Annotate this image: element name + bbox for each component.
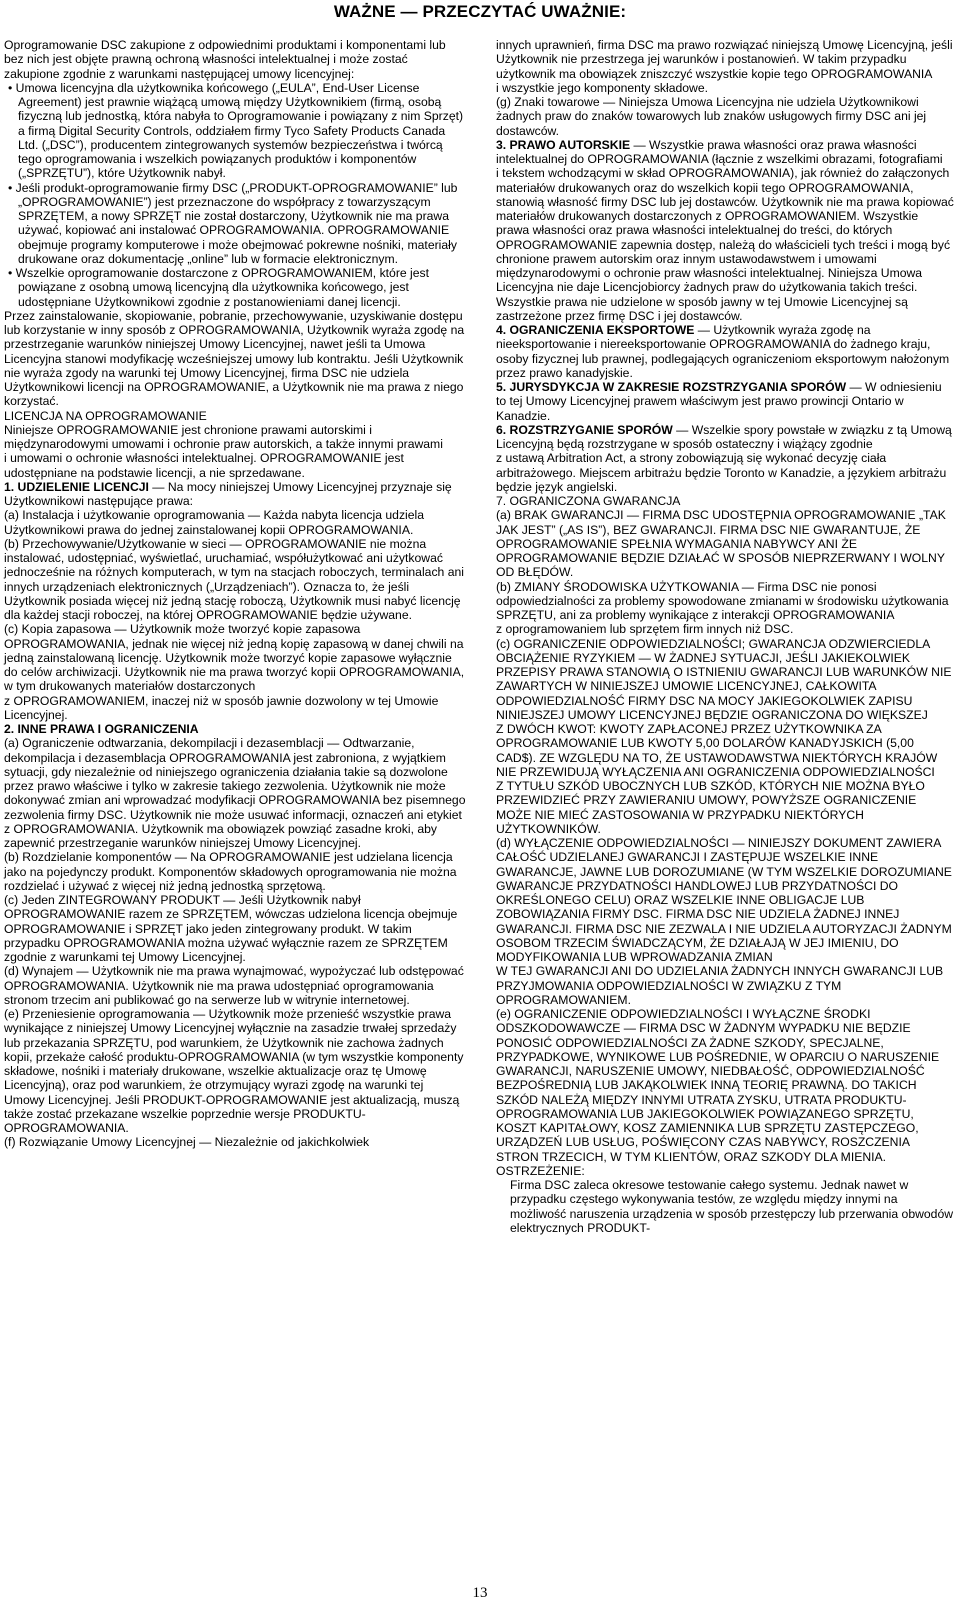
paragraph-text: (a) Instalacja i użytkowanie oprogramowania — Każda nabyta licencja udziela Użytkownikowi prawa do jednej zainstalowanej kopii OPROGRAMOWANIA. — [4, 508, 425, 537]
right-column — [496, 38, 954, 1235]
left-paragraph — [4, 893, 466, 964]
paragraph-text: Niniejsze OPROGRAMOWANIE jest chronione prawami autorskimi i międzynarodowymi umowami i ochronie praw autorskich, a także innymi prawami — [4, 422, 443, 451]
section-heading: 3. PRAWO AUTORSKIE — [496, 137, 631, 152]
paragraph-text: (c) Jeden ZINTEGROWANY PRODUKT — Jeśli Użytkownik nabył OPROGRAMOWANIE razem ze SPRZĘTEM, wówczas udzielona licencja obejmuje OPROGRAMOWANIE i SPRZĘT jako jeden zintegrowany produkt. W takim przypadku OPROGRAMOWANIA można używać wyłącznie razem ze SPRZĘTEM zgodnie z warunkami tej Umowy Licencyjnej. — [4, 893, 458, 964]
paragraph-text: (c) OGRANICZENIE ODPOWIEDZIALNOŚCI; GWARANCJA ODZWIERCIEDLA OBCIĄŻENIE RYZYKIEM — W ŻADNEJ SYTUACJI, JEŚLI JAKIEKOLWIEK PRZEPISY PRAWA STANOWIĄ O ISTNIENIU GWARANCJI LUB WARUNKÓW NIE ZAWARTYCH W NINIEJSZEJ UMOWIE LICENCYJNEJ, CAŁKOWITA ODPOWIEDZIALNOŚĆ FIRMY DSC NA MOCY JAKIEGOKOLWIEK ZAPISU NINIEJSZEJ UMOWY LICENCYJNEJ BĘDZIE OGRANICZONA DO WIĘKSZEJ — [496, 636, 952, 722]
page-number: 13 — [472, 1585, 488, 1601]
right-paragraph — [496, 622, 954, 636]
paragraph-text: (e) OGRANICZENIE ODPOWIEDZIALNOŚCI I WYŁĄCZNE ŚRODKI ODSZKODOWAWCZE — FIRMA DSC W ŻADNYM WYPADKU NIE BĘDZIE PONOSIĆ ODPOWIEDZIALNOŚCI ZA ŻADNE SZKODY, SPECJALNE, PRZYPADKOWE, WYNIKOWE LUB POŚREDNIE, W OPARCIU O NARUSZENIE GWARANCJI, NARUSZENIE UMOWY, NIEDBAŁOŚĆ, ODPOWIEDZIALNOŚĆ BEZPOŚREDNIĄ LUB JAKĄKOLWIEK INNĄ TEORIĘ PRAWNĄ. DO TAKICH SZKÓD NALEŻĄ MIĘDZY INNYMI UTRATA ZYSKU, UTRATA PRODUKTU-OPROGRAMOWANIA LUB JAKIEGOKOLWIEK POWIĄZANEGO SPRZĘTU, KOSZT KAPITAŁOWY, KOSZ ZAMIENNIKA LUB SPRZĘTU ZASTĘPCZEGO, URZĄDZEŃ LUB USŁUG, POŚWIĘCONY CZAS NABYWCY, ROSZCZENIA STRON TRZECICH, W TYM KLIENTÓW, ORAZ SZKODY DLA MIENIA. OSTRZEŻENIE: — [496, 1007, 940, 1178]
right-paragraph — [496, 451, 954, 494]
left-paragraph — [4, 181, 466, 267]
left-paragraph — [4, 964, 466, 1007]
left-paragraph — [4, 722, 466, 736]
left-column — [4, 38, 466, 1150]
left-paragraph — [4, 537, 466, 623]
section-heading: 2. INNE PRAWA I OGRANICZENIA — [4, 722, 199, 736]
right-paragraph — [496, 964, 954, 1007]
left-paragraph — [4, 622, 466, 693]
right-paragraph — [496, 779, 954, 836]
paragraph-text: Oprogramowanie DSC zakupione z odpowiednimi produktami i komponentami lub bez nich jest objęte prawną ochroną własności intelektualnej i może zostać zakupione zgodnie z warunkami następującej umowy licencyjnej: — [4, 38, 446, 81]
paragraph-text: — Użytkownik wyraża zgodę na nieeksportowanie i niereeksportowanie OPROGRAMOWANIA do żadnego kraju, osoby fizycznej lub prawnej, podlegających ograniczeniom eksportowym nałożonym przez prawo kanadyjskie. — [496, 323, 950, 380]
paragraph-text: W TEJ GWARANCJI ANI DO UDZIELANIA ŻADNYCH INNYCH GWARANCJI LUB PRZYJMOWANIA ODPOWIEDZIALNOŚCI W ZWIĄZKU Z TYM OPROGRAMOWANIEM. — [496, 964, 944, 1007]
paragraph-text: LICENCJA NA OPROGRAMOWANIE — [4, 408, 207, 423]
right-paragraph — [496, 323, 954, 380]
right-paragraph — [496, 95, 954, 138]
left-paragraph — [4, 850, 466, 893]
paragraph-text: i wszystkie jego komponenty składowe. — [496, 80, 709, 95]
paragraph-text: (a) Ograniczenie odtwarzania, dekompilacji i dezasemblacji — Odtwarzanie, dekompilacja i dezasemblacja OPROGRAMOWANIA jest zabroniona, z wyjątkiem sytuacji, gdy niezależnie od niniejszego ograniczenia działania takie są dozwolone przez prawo właściwe i tylko w zakresie takiego zezwolenia. Użytkownik nie może dokonywać zmian ani wprowadzać modyfikacji OPROGRAMOWANIA bez pisemnego zezwolenia firmy DSC. Użytkownik nie może usuwać informacji, oznaczeń ani etykiet z OPROGRAMOWANIA. Użytkownik ma obowiązek powziąć zasadne kroki, aby zapewnić przestrzeganie warunków niniejszej Umowy Licencyjnej. — [4, 736, 466, 850]
paragraph-text: Z DWÓCH KWOT: KWOTY ZAPŁACONEJ PRZEZ UŻYTKOWNIKA ZA OPROGRAMOWANIE LUB KWOTY 5,00 DOLARÓW KANADYJSKICH (5,00 CAD$). ZE WZGLĘDU NA TO, ŻE USTAWODAWSTWA NIEKTÓRYCH KRAJÓW NIE PRZEWIDUJĄ WYŁĄCZENIA ANI OGRANICZENIA ODPOWIEDZIALNOŚCI — [496, 722, 938, 779]
left-paragraph — [4, 508, 466, 537]
left-paragraph — [4, 266, 466, 309]
right-paragraph — [496, 38, 954, 81]
paragraph-text: • Umowa licencyjna dla użytkownika końcowego („EULA”, End-User License Agreement) jest prawnie wiążącą umową między Użytkownikiem (firmą, osobą fizyczną lub jednostką, która nabyła to Oprogramowanie i powiązany z nim Sprzęt) a firmą Digital Security Controls, oddziałem firmy Tyco Safety Products Canada Ltd. („DSC”), producentem zintegrowanych systemów bezpieczeństwa i twórcą tego oprogramowania i wszelkich powiązanych produktów i komponentów („SPRZĘTU”), które Użytkownik nabył. — [8, 80, 464, 181]
right-paragraph — [496, 722, 954, 779]
right-paragraph — [496, 1007, 954, 1178]
paragraph-text: Firma DSC zaleca okresowe testowanie całego systemu. Jednak nawet w przypadku częstego wykonywania testów, ze względu między innymi na możliwość naruszenia urządzenia w sposób przestępczy lub przerwania obwodów elektrycznych PRODUKT- — [510, 1178, 954, 1235]
paragraph-text: z oprogramowaniem lub sprzętem firm innych niż DSC. — [496, 622, 794, 637]
section-heading: 6. ROZSTRZYGANIE SPORÓW — [496, 422, 673, 437]
paragraph-text: — Wszystkie prawa własności oraz prawa własności intelektualnej do OPROGRAMOWANIA (łącznie z wszelkimi obrazami, fotografiami — [496, 137, 943, 166]
section-heading: 4. OGRANICZENIA EKSPORTOWE — [496, 323, 695, 337]
left-paragraph — [4, 480, 466, 509]
paragraph-text: i tekstem wchodzącymi w skład OPROGRAMOWANIA), jak również do załączonych materiałów drukowanych oraz do wszelkich kopii tego OPROGRAMOWANIA, stanowią własność firmy DSC lub jej dostawców. Użytkownik nie ma prawa kopiować materiałów drukowanych dostarczonych z OPROGRAMOWANIEM. Wszystkie prawa własności oraz prawa własności intelektualnej do treści, do których OPROGRAMOWANIE zapewnia dostęp, należą do właścicieli tych treści i mogą być chronione prawem autorskim oraz innym ustawodawstwem i umowami międzynarodowymi o ochronie praw własności intelektualnej. Niniejsza Umowa Licencyjna nie daje Licencjobiorcy żadnych praw do użytkowania takich treści. Wszystkie prawa nie udzielone w sposób jawny w tej Umowie Licencyjnej są zastrzeżone przez firmę DSC i jej dostawców. — [496, 166, 954, 323]
paragraph-text: (c) Kopia zapasowa — Użytkownik może tworzyć kopie zapasowa OPROGRAMOWANIA, jednak nie więcej niż jedną kopię zapasową w danej chwili na jedną zainstalowaną licencję. Użytkownik może tworzyć kopie zapasowe wyłącznie do celów archiwizacji. Użytkownik nie ma prawa tworzyć kopii OPROGRAMOWANIA, w tym drukowanych materiałów dostarczonych — [4, 622, 465, 694]
paragraph-text: — Na mocy niniejszej Umowy Licencyjnej przyznaje się Użytkownikowi następujące prawa: — [4, 479, 452, 508]
right-paragraph — [496, 494, 954, 508]
left-paragraph — [4, 409, 466, 423]
left-paragraph — [4, 736, 466, 850]
section-heading: 1. UDZIELENIE LICENCJI — [4, 479, 149, 494]
right-paragraph — [496, 166, 954, 323]
right-paragraph — [496, 81, 954, 95]
paragraph-text: (a) BRAK GWARANCJI — FIRMA DSC UDOSTĘPNIA OPROGRAMOWANIE „TAK JAK JEST” („AS IS”), BEZ GWARANCJI. FIRMA DSC NIE GWARANTUJE, ŻE OPROGRAMOWANIE SPEŁNIA WYMAGANIA NABYWCY ANI ŻE OPROGRAMOWANIE BĘDZIE DZIAŁAĆ W SPOSÓB NIEPRZERWANY I WOLNY OD BŁĘDÓW. — [496, 508, 946, 580]
paragraph-text: i umowami o ochronie własności intelektualnej. OPROGRAMOWANIE jest udostępniane na podstawie licencji, a nie sprzedawane. — [4, 451, 404, 480]
paragraph-text: — W odniesieniu to tej Umowy Licencyjnej prawem właściwym jest prawo prowincji Ontario w Kanadzie. — [496, 380, 942, 423]
paragraph-text: (b) Przechowywanie/Użytkowanie w sieci — OPROGRAMOWANIE nie można instalować, udostępniać, wyświetlać, uruchamiać, współużytkować ani użytkować jednocześnie na różnych komputerach, w tym na stacjach roboczych, terminalach ani innych urządzeniach elektronicznych („Urządzeniach”). Oznacza to, że jeśli Użytkownik posiada więcej niż jedną stację roboczą, Użytkownik musi nabyć licencję dla każdej stacji roboczej, na której OPROGRAMOWANIE będzie używane. — [4, 536, 464, 622]
paragraph-text: Z TYTUŁU SZKÓD UBOCZNYCH LUB SZKÓD, KTÓRYCH NIE MOŻNA BYŁO PRZEWIDZIEĆ PRZY ZAWIERANIU UMOWY, POWYŻSZE OGRANICZENIE MOŻE NIE MIEĆ ZASTOSOWANIA W PRZYPADKU NIEKTÓRYCH UŻYTKOWNIKÓW. — [496, 779, 925, 836]
paragraph-text: (e) Przeniesienie oprogramowania — Użytkownik może przenieść wszystkie prawa wynikające z niniejszej Umowy Licencyjnej wyłącznie na zasadzie trwałej sprzedaży lub przekazania SPRZĘTU, pod warunkiem, że Użytkownik nie zachowa żadnych kopii, przekaże całość produktu-OPROGRAMOWANIA (w tym wszystkie komponenty składowe, nośniki i materiały drukowane, wszelkie aktualizacje oraz tę Umowę Licencyjną), oraz pod warunkiem, że otrzymujący wyrazi zgodę na warunki tej Umowy Licencyjnej. Jeśli PRODUKT-OPROGRAMOWANIE jest aktualizacją, muszą także zostać przekazane wszelkie poprzednie wersje PRODUKTU-OPROGRAMOWANIA. — [4, 1007, 464, 1135]
page-title: WAŻNE — PRZECZYTAĆ UWAŻNIE: — [333, 2, 627, 21]
right-paragraph — [496, 1178, 954, 1235]
right-paragraph — [496, 508, 954, 579]
paragraph-text: 7. OGRANICZONA GWARANCJA — [496, 494, 681, 508]
paragraph-text: Przez zainstalowanie, skopiowanie, pobranie, przechowywanie, uzyskiwanie dostępu lub korzystanie w inny sposób z OPROGRAMOWANIA, Użytkownik wyraża zgodę na przestrzeganie warunków niniejszej Umowy Licencyjnej, nawet jeśli ta Umowa Licencyjna stanowi modyfikację wcześniejszej umowy lub kontraktu. Jeśli Użytkownik nie wyraża zgody na warunki tej Umowy Licencyjnej, firma DSC nie udziela Użytkownikowi licencji na OPROGRAMOWANIE, a Użytkownik nie ma prawa z niego korzystać. — [4, 308, 465, 409]
left-paragraph — [4, 38, 466, 81]
paragraph-text: (d) WYŁĄCZENIE ODPOWIEDZIALNOŚCI — NINIEJSZY DOKUMENT ZAWIERA CAŁOŚĆ UDZIELANEJ GWARANCJI I ZASTĘPUJE WSZELKIE INNE GWARANCJE, JAWNE LUB DOROZUMIANE (W TYM WSZELKIE DOROZUMIANE GWARANCJE PRZYDATNOŚCI HANDLOWEJ LUB PRZYDATNOŚCI DO OKREŚLONEGO CELU) ORAZ WSZELKIE INNE OBLIGACJE LUB ZOBOWIĄZANIA FIRMY DSC. FIRMA DSC NIE UDZIELA ŻADNEJ INNEJ GWARANCJI. FIRMA DSC NIE ZEZWALA I NIE UDZIELA AUTORYZACJI ŻADNYM OSOBOM TRZECIM ŚWIADCZĄCYM, ŻE DZIAŁAJĄ W JEJ IMIENIU, DO MODYFIKOWANIA LUB WPROWADZANIA ZMIAN — [496, 836, 952, 964]
paragraph-text: z ustawą Arbitration Act, a strony zobowiązują się wykonać decyzję ciała arbitrażowego. Miejscem arbitrażu będzie Toronto w Kanadzie, a językiem arbitrażu będzie język angielski. — [496, 451, 947, 494]
paragraph-text: (f) Rozwiązanie Umowy Licencyjnej — Niezależnie od jakichkolwiek — [4, 1135, 370, 1150]
paragraph-text: — Wszelkie spory powstałe w związku z tą Umową Licencyjną będą rozstrzygane w sposób ostateczny i wiążący zgodnie — [496, 422, 952, 451]
paragraph-text: innych uprawnień, firma DSC ma prawo rozwiązać niniejszą Umowę Licencyjną, jeśli Użytkownik nie przestrzega jej warunków i postanowień. W takim przypadku użytkownik ma obowiązek zniszczyć wszystkie kopie tego OPROGRAMOWANIA — [496, 38, 953, 81]
left-paragraph — [4, 309, 466, 409]
right-paragraph — [496, 580, 954, 623]
paragraph-text: (d) Wynajem — Użytkownik nie ma prawa wynajmować, wypożyczać lub odstępować OPROGRAMOWANIA. Użytkownik nie ma prawa udostępniać oprogramowania stronom trzecim ani publikować go na serwerze lub w witrynie internetowej. — [4, 964, 464, 1007]
paragraph-text: (g) Znaki towarowe — Niniejsza Umowa Licencyjna nie udziela Użytkownikowi żadnych praw do znaków towarowych lub znaków usługowych firmy DSC ani jej dostawców. — [496, 95, 927, 138]
left-paragraph — [4, 1135, 466, 1149]
paragraph-text: (b) ZMIANY ŚRODOWISKA UŻYTKOWANIA — Firma DSC nie ponosi odpowiedzialności za problemy spowodowane zmianami w środowisku użytkowania SPRZĘTU, ani za problemy wynikające z interakcji OPROGRAMOWANIA — [496, 579, 949, 622]
left-paragraph — [4, 81, 466, 181]
right-paragraph — [496, 423, 954, 452]
right-paragraph — [496, 138, 954, 167]
left-paragraph — [4, 423, 466, 452]
section-heading: 5. JURYSDYKCJA W ZAKRESIE ROZSTRZYGANIA SPORÓW — [496, 380, 847, 394]
paragraph-text: • Wszelkie oprogramowanie dostarczone z OPROGRAMOWANIEM, które jest powiązane z osobną umową licencyjną dla użytkownika końcowego, jest udostępniane Użytkownikowi zgodnie z postanowieniami danej licencji. — [8, 266, 430, 309]
left-paragraph — [4, 1007, 466, 1135]
paragraph-text: • Jeśli produkt-oprogramowanie firmy DSC („PRODUKT-OPROGRAMOWANIE” lub „OPROGRAMOWANIE”) jest przeznaczone do współpracy z towarzyszącym SPRZĘTEM, a nowy SPRZĘT nie został dostarczony, Użytkownik nie ma prawa używać, kopiować ani instalować OPROGRAMOWANIA. OPROGRAMOWANIE obejmuje programy komputerowe i może obejmować pokrewne nośniki, materiały drukowane oraz dokumentację „online” lub w formacie elektronicznym. — [8, 180, 458, 266]
left-paragraph — [4, 694, 466, 723]
paragraph-text: z OPROGRAMOWANIEM, inaczej niż w sposób jawnie dozwolony w tej Umowie Licencyjnej. — [4, 693, 439, 722]
paragraph-text: (b) Rozdzielanie komponentów — Na OPROGRAMOWANIE jest udzielana licencja jako na pojedynczy produkt. Komponentów składowych oprogramowania nie można rozdzielać i używać z więcej niż jedną jednostką sprzętową. — [4, 850, 457, 893]
left-paragraph — [4, 451, 466, 480]
right-paragraph — [496, 836, 954, 964]
right-paragraph — [496, 637, 954, 723]
right-paragraph — [496, 380, 954, 423]
